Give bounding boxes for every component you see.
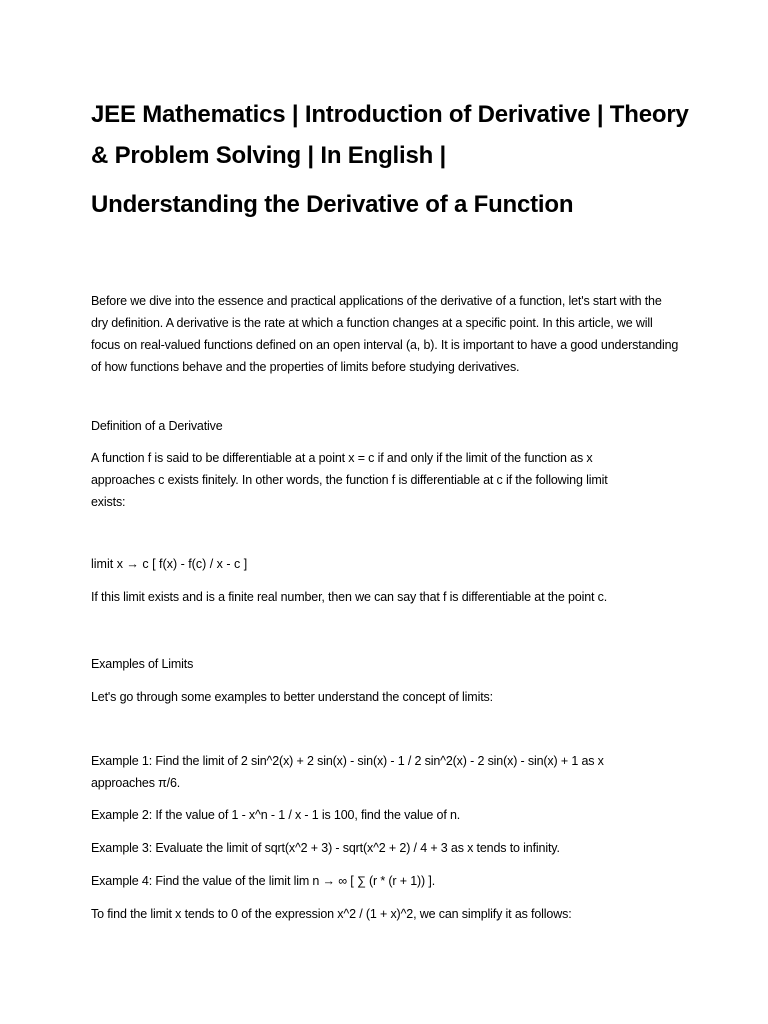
intro-paragraph: Before we dive into the essence and practical applications of the derivative of a function, let's start with the dry definition. A derivative is the rate at which a function changes at a specific point. In this article, we will focus on real-valued functions defined on an open interval (a, b). It is important to have a good understanding of how functions behave and the properties of limits before studying derivatives. [91, 294, 679, 374]
section-title: Understanding the Derivative of a Function [91, 191, 574, 218]
definition-heading: Definition of a Derivative [91, 419, 223, 433]
examples-heading: Examples of Limits [91, 657, 194, 671]
examples-intro: Let's go through some examples to better understand the concept of limits: [91, 690, 493, 704]
limit-conclusion: If this limit exists and is a finite real number, then we can say that f is differentiable at the point c. [91, 590, 608, 604]
limit-formula: limit x → c [ f(x) - f(c) / x - c ] [91, 557, 248, 571]
example-2: Example 2: If the value of 1 - x^n - 1 / x - 1 is 100, find the value of n. [91, 808, 461, 822]
closing-paragraph: To find the limit x tends to 0 of the expression x^2 / (1 + x)^2, we can simplify it as follows: [91, 907, 572, 921]
example-1: Example 1: Find the limit of 2 sin^2(x) + 2 sin(x) - sin(x) - 1 / 2 sin^2(x) - 2 sin(x) - sin(x) + 1 as x approaches π/6. [91, 754, 604, 790]
example-3: Example 3: Evaluate the limit of sqrt(x^2 + 3) - sqrt(x^2 + 2) / 4 + 3 as x tends to infinity. [91, 841, 560, 855]
example-4: Example 4: Find the value of the limit lim n → ∞ [ ∑ (r * (r + 1)) ]. [91, 874, 436, 888]
definition-paragraph: A function f is said to be differentiable at a point x = c if and only if the limit of the function as x approaches c exists finitely. In other words, the function f is differentiable at c if the following limit exists: [91, 451, 608, 509]
page-title: JEE Mathematics | Introduction of Derivative | Theory & Problem Solving | In English | [91, 101, 689, 169]
